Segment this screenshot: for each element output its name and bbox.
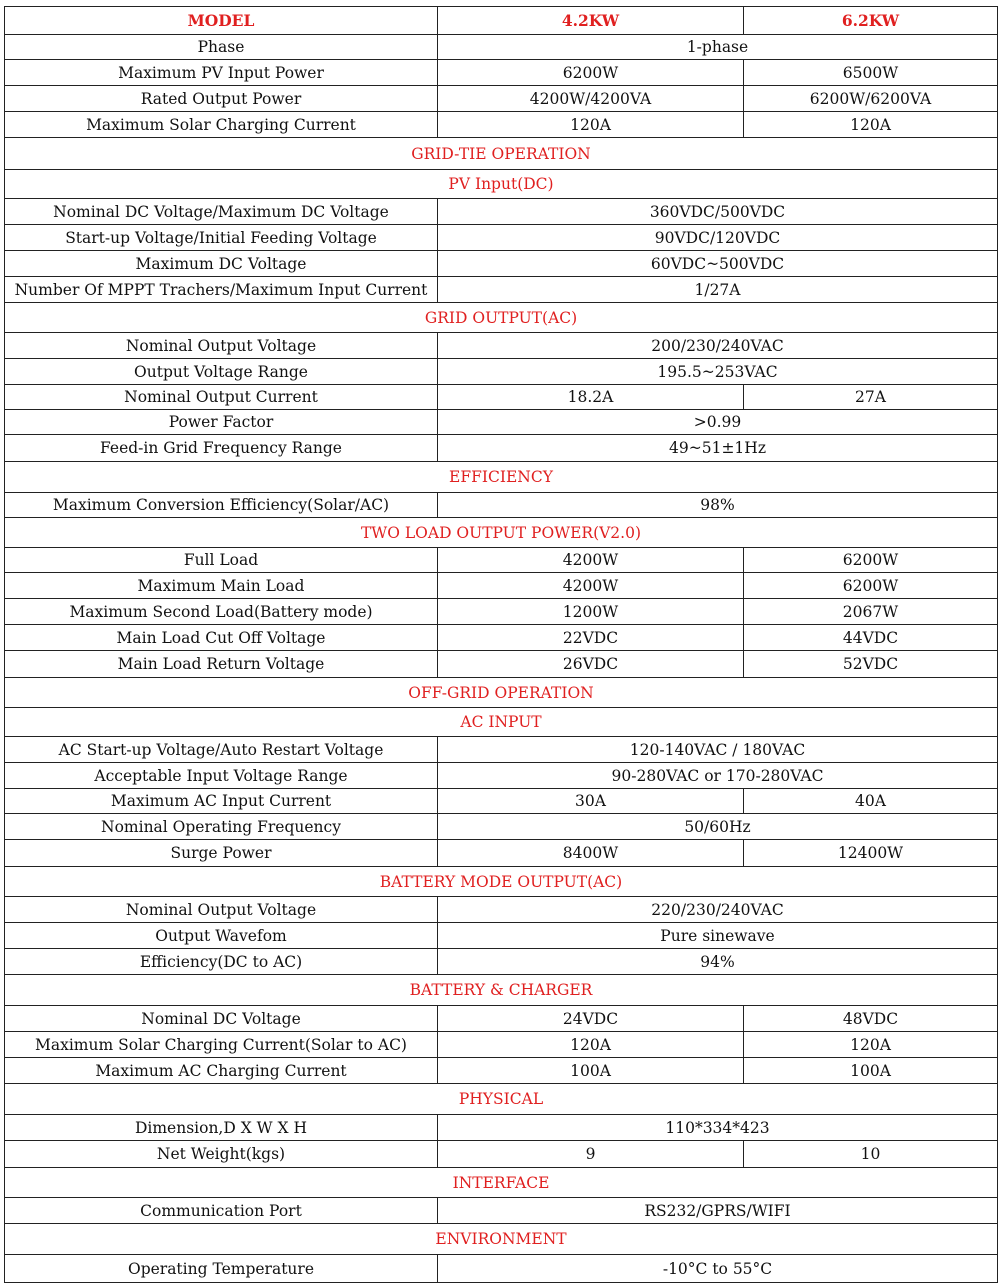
spec-value-4-2kw: 100A	[438, 1058, 744, 1083]
spec-value-4-2kw: 4200W	[438, 573, 744, 598]
spec-value-shared: -10°C to 55°C	[662, 1259, 773, 1278]
spec-label: Phase	[5, 35, 438, 59]
spec-value-shared: 1/27A	[694, 280, 741, 299]
spec-label: Maximum AC Charging Current	[5, 1058, 438, 1083]
spec-row	[4, 1058, 998, 1084]
spec-label: Efficiency(DC to AC)	[5, 949, 438, 974]
spec-row	[4, 923, 998, 949]
spec-value-shared: 90-280VAC or 170-280VAC	[611, 766, 824, 785]
spec-row	[4, 493, 998, 518]
spec-row	[4, 333, 998, 359]
section-title: PHYSICAL	[458, 1090, 544, 1108]
spec-row	[4, 277, 998, 303]
spec-row	[4, 225, 998, 251]
spec-value-shared: 98%	[700, 496, 735, 514]
spec-value-shared: 195.5~253VAC	[657, 362, 778, 381]
section-title: GRID OUTPUT(AC)	[424, 308, 578, 327]
spec-label: Nominal Output Voltage	[5, 333, 438, 358]
spec-value-6-2kw: 40A	[855, 792, 886, 810]
spec-value-shared: Pure sinewave	[660, 926, 775, 945]
spec-value-4-2kw: 1200W	[438, 599, 744, 624]
section-header-row	[4, 462, 998, 493]
spec-row	[4, 86, 998, 112]
spec-value-6-2kw: 2067W	[842, 602, 899, 621]
spec-row	[4, 625, 998, 651]
spec-table	[4, 6, 998, 1283]
spec-row	[4, 814, 998, 840]
spec-label: Rated Output Power	[5, 86, 438, 111]
spec-label: Surge Power	[5, 840, 438, 866]
spec-label: Maximum Conversion Efficiency(Solar/AC)	[5, 493, 438, 517]
section-title: TWO LOAD OUTPUT POWER(V2.0)	[360, 523, 642, 542]
spec-value-shared: 50/60Hz	[684, 817, 751, 836]
spec-value-shared: 90VDC/120VDC	[654, 228, 781, 247]
spec-row	[4, 60, 998, 86]
section-header-row	[4, 303, 998, 333]
section-title: BATTERY & CHARGER	[409, 981, 593, 999]
section-header-row	[4, 867, 998, 897]
spec-row	[4, 385, 998, 410]
section-header-row	[4, 138, 998, 170]
section-header-row	[4, 170, 998, 199]
spec-label: Feed-in Grid Frequency Range	[5, 435, 438, 461]
spec-label: Nominal DC Voltage/Maximum DC Voltage	[5, 199, 438, 224]
spec-value-shared: RS232/GPRS/WIFI	[644, 1201, 791, 1220]
spec-value-shared: >0.99	[693, 413, 742, 431]
spec-label: Full Load	[5, 548, 438, 572]
spec-row	[4, 1198, 998, 1224]
section-title: BATTERY MODE OUTPUT(AC)	[379, 872, 623, 891]
spec-value-4-2kw: 4200W/4200VA	[438, 86, 744, 111]
model-6-2kw-header: 6.2KW	[841, 11, 900, 30]
section-header-row	[4, 678, 998, 708]
spec-row	[4, 573, 998, 599]
section-title: OFF-GRID OPERATION	[408, 683, 594, 702]
spec-label: Maximum Solar Charging Current(Solar to AC)	[5, 1032, 438, 1057]
section-title: EFFICIENCY	[449, 468, 553, 486]
spec-value-shared: 49~51±1Hz	[669, 439, 766, 457]
section-header-row	[4, 1084, 998, 1115]
spec-value-6-2kw: 100A	[850, 1061, 891, 1080]
section-title: ENVIRONMENT	[435, 1230, 567, 1248]
spec-value-4-2kw: 30A	[438, 789, 744, 813]
spec-label: Net Weight(kgs)	[5, 1141, 438, 1167]
spec-label: Nominal Output Current	[5, 385, 438, 409]
spec-label: Maximum Solar Charging Current	[5, 112, 438, 137]
spec-value-6-2kw: 27A	[855, 388, 886, 406]
spec-row	[4, 359, 998, 385]
spec-value-6-2kw: 120A	[850, 115, 891, 134]
spec-label: Dimension,D X W X H	[5, 1115, 438, 1140]
spec-row	[4, 1255, 998, 1283]
spec-row	[4, 897, 998, 923]
model-4-2kw-header: 4.2KW	[438, 7, 744, 34]
spec-value-shared: 1-phase	[686, 38, 749, 56]
spec-label: Maximum PV Input Power	[5, 60, 438, 85]
spec-label: Maximum AC Input Current	[5, 789, 438, 813]
spec-row	[4, 840, 998, 867]
spec-row	[4, 1115, 998, 1141]
spec-value-4-2kw: 9	[438, 1141, 744, 1167]
section-title: GRID-TIE OPERATION	[411, 144, 591, 163]
spec-label: Operating Temperature	[5, 1255, 438, 1282]
spec-value-4-2kw: 6200W	[438, 60, 744, 85]
spec-label: Number Of MPPT Trachers/Maximum Input Current	[5, 277, 438, 302]
spec-value-shared: 220/230/240VAC	[651, 900, 784, 919]
section-title: INTERFACE	[452, 1173, 550, 1192]
spec-label: Main Load Return Voltage	[5, 651, 438, 677]
spec-value-6-2kw: 6500W	[842, 63, 899, 82]
spec-label: AC Start-up Voltage/Auto Restart Voltage	[5, 737, 438, 762]
spec-label: Output Wavefom	[5, 923, 438, 948]
spec-row	[4, 1141, 998, 1168]
spec-row	[4, 35, 998, 60]
spec-label: Main Load Cut Off Voltage	[5, 625, 438, 650]
header-row	[4, 6, 998, 35]
spec-row	[4, 410, 998, 435]
spec-value-shared: 200/230/240VAC	[651, 336, 784, 355]
section-header-row	[4, 518, 998, 548]
spec-value-4-2kw: 26VDC	[438, 651, 744, 677]
spec-value-6-2kw: 52VDC	[842, 655, 899, 673]
spec-label: Nominal Operating Frequency	[5, 814, 438, 839]
spec-label: Output Voltage Range	[5, 359, 438, 384]
spec-row	[4, 199, 998, 225]
spec-value-4-2kw: 4200W	[438, 548, 744, 572]
spec-value-4-2kw: 18.2A	[438, 385, 744, 409]
spec-row	[4, 949, 998, 975]
spec-row	[4, 435, 998, 462]
spec-row	[4, 1006, 998, 1032]
spec-row	[4, 763, 998, 789]
spec-label: Power Factor	[5, 410, 438, 434]
spec-label: Nominal Output Voltage	[5, 897, 438, 922]
spec-label: Maximum Main Load	[5, 573, 438, 598]
spec-row	[4, 737, 998, 763]
model-header: MODEL	[5, 7, 438, 34]
spec-value-shared: 60VDC~500VDC	[650, 254, 785, 273]
spec-label: Maximum Second Load(Battery mode)	[5, 599, 438, 624]
spec-value-shared: 94%	[700, 952, 735, 971]
spec-value-shared: 110*334*423	[665, 1118, 770, 1137]
section-header-row	[4, 975, 998, 1006]
section-header-row	[4, 1224, 998, 1255]
spec-value-shared: 360VDC/500VDC	[649, 202, 786, 221]
spec-label: Communication Port	[5, 1198, 438, 1223]
section-header-row	[4, 708, 998, 737]
spec-value-6-2kw: 44VDC	[842, 628, 899, 647]
spec-row	[4, 112, 998, 138]
spec-value-4-2kw: 24VDC	[438, 1006, 744, 1031]
section-header-row	[4, 1168, 998, 1198]
spec-value-6-2kw: 48VDC	[842, 1009, 899, 1028]
spec-value-6-2kw: 6200W	[842, 576, 899, 595]
spec-value-4-2kw: 120A	[438, 1032, 744, 1057]
spec-value-4-2kw: 120A	[438, 112, 744, 137]
spec-row	[4, 1032, 998, 1058]
spec-value-6-2kw: 10	[860, 1145, 881, 1163]
spec-value-4-2kw: 8400W	[438, 840, 744, 866]
spec-row	[4, 548, 998, 573]
spec-value-6-2kw: 120A	[850, 1035, 891, 1054]
spec-row	[4, 251, 998, 277]
spec-value-6-2kw: 6200W/6200VA	[809, 89, 932, 108]
spec-label: Maximum DC Voltage	[5, 251, 438, 276]
spec-row	[4, 789, 998, 814]
spec-value-6-2kw: 6200W	[842, 551, 899, 569]
spec-row	[4, 651, 998, 678]
spec-label: Start-up Voltage/Initial Feeding Voltage	[5, 225, 438, 250]
spec-label: Acceptable Input Voltage Range	[5, 763, 438, 788]
spec-label: Nominal DC Voltage	[5, 1006, 438, 1031]
spec-row	[4, 599, 998, 625]
section-title: AC INPUT	[460, 713, 542, 731]
spec-value-shared: 120-140VAC / 180VAC	[629, 740, 806, 759]
section-title: PV Input(DC)	[448, 175, 554, 193]
spec-value-4-2kw: 22VDC	[438, 625, 744, 650]
spec-value-6-2kw: 12400W	[837, 844, 904, 862]
